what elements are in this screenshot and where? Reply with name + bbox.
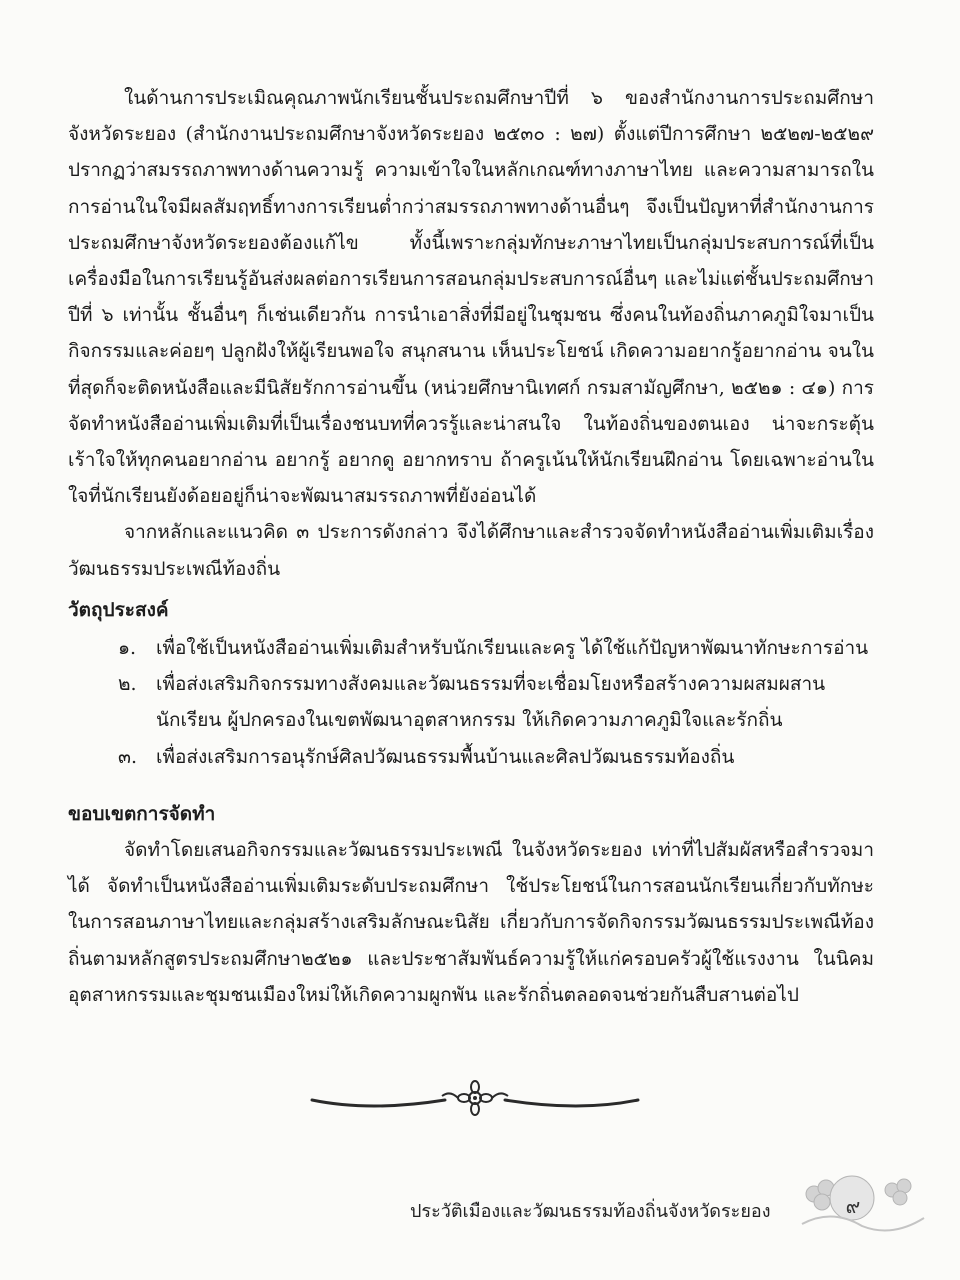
list-item-number: ๓. bbox=[118, 745, 138, 768]
list-item bbox=[118, 666, 878, 738]
list-item-number: ๒. bbox=[118, 673, 137, 696]
scope-section bbox=[68, 832, 874, 1013]
page-number: ๙ bbox=[845, 1194, 861, 1218]
list-item bbox=[118, 630, 878, 666]
objectives-list bbox=[118, 630, 878, 775]
ornament-divider-icon bbox=[310, 1078, 640, 1118]
book-title-footer: ประวัติเมืองและวัฒนธรรมท้องถิ่นจังหวัดระยอง bbox=[410, 1201, 771, 1222]
list-item-number: ๑. bbox=[118, 637, 137, 659]
intro-paragraph: ในด้านการประเมิณคุณภาพนักเรียนชั้นประถมศึกษาปีที่ ๖ ของสำนักงานการประถมศึกษาจังหวัดระยอง (สำนักงานประถมศึกษาจังหวัดระยอง ๒๕๓๐ : ๒๗) ตั้งแต่ปีการศึกษา ๒๕๒๗-๒๕๒๙ ปรากฏว่าสมรรถภาพทางด้านความรู้ ความเข้าใจในหลักเกณฑ์ทางภาษาไทย และความสามารถในการอ่านในใจมีผลสัมฤทธิ์ทางการเรียนต่ำกว่าสมรรถภาพทางด้านอื่นๆ จึงเป็นปัญหาที่สำนักงานการประถมศึกษาจังหวัดระยองต้องแก้ไข ทั้งนี้เพราะกลุ่มทักษะภาษาไทยเป็นกลุ่มประสบการณ์ที่เป็นเครื่องมือในการเรียนรู้อันส่งผลต่อการเรียนการสอนกลุ่มประสบการณ์อื่นๆ และไม่แต่ชั้นประถมศึกษาปีที่ ๖ เท่านั้น ชั้นอื่นๆ ก็เช่นเดียวกัน การนำเอาสิ่งที่มีอยู่ในชุมชน ซึ่งคนในท้องถิ่นภาคภูมิใจมาเป็นกิจกรรมและค่อยๆ ปลูกฝังให้ผู้เรียนพอใจ สนุกสนาน เห็นประโยชน์ เกิดความอยากรู้อยากอ่าน จนในที่สุดก็จะติดหนังสือและมีนิสัยรักการอ่านขึ้น (หน่วยศึกษานิเทศก์ กรมสามัญศึกษา, ๒๕๒๑ : ๔๑) การจัดทำหนังสืออ่านเพิ่มเติมที่เป็นเรื่องชนบทที่ควรรู้และน่าสนใจ ในท้องถิ่นของตนเอง น่าจะกระตุ้นเร้าใจให้ทุกคนอยากอ่าน อยากรู้ อยากดู อยากทราบ ถ้าครูเน้นให้นักเรียนฝึกอ่าน โดยเฉพาะอ่านในใจที่นักเรียนยังด้อยอยู่ก็น่าจะพัฒนาสมรรถภาพที่ยังอ่อนได้ bbox=[68, 87, 874, 508]
list-item-text: เพื่อใช้เป็นหนังสืออ่านเพิ่มเติมสำหรับนักเรียนและครู ได้ใช้แก้ปัญหาพัฒนาทักษะการอ่าน bbox=[156, 637, 869, 659]
objectives-heading: วัตถุประสงค์ bbox=[68, 599, 169, 621]
scope-heading: ขอบเขตการจัดทำ bbox=[68, 803, 216, 825]
list-item-text: เพื่อส่งเสริมการอนุรักษ์ศิลปวัฒนธรรมพื้นบ้านและศิลปวัฒนธรรมท้องถิ่น bbox=[156, 745, 735, 768]
list-item-text: เพื่อส่งเสริมกิจกรรมทางสังคมและวัฒนธรรมที่จะเชื่อมโยงหรือสร้างความผสมผสานนักเรียน ผู้ปกครองในเขตพัฒนาอุตสาหกรรม ให้เกิดความภาคภูมิใจและรักถิ่น bbox=[156, 673, 826, 732]
scope-paragraph: จัดทำโดยเสนอกิจกรรมและวัฒนธรรมประเพณี ในจังหวัดระยอง เท่าที่ไปสัมผัสหรือสำรวจมาได้ จัดทำเป็นหนังสืออ่านเพิ่มเติมระดับประถมศึกษา ใช้ประโยชน์ในการสอนนักเรียนเกี่ยวกับทักษะในการสอนภาษาไทยและกลุ่มสร้างเสริมลักษณะนิสัย เกี่ยวกับการจัดกิจกรรมวัฒนธรรมประเพณีท้องถิ่นตามหลักสูตรประถมศึกษา๒๕๒๑ และประชาสัมพันธ์ความรู้ให้แก่ครอบครัวผู้ใช้แรงงาน ในนิคมอุตสาหกรรมและชุมชนเมืองใหม่ให้เกิดความผูกพัน และรักถิ่นตลอดจนช่วยกันสืบสานต่อไป bbox=[68, 839, 874, 1006]
intro-section bbox=[68, 80, 874, 587]
list-item bbox=[118, 739, 878, 775]
summary-paragraph: จากหลักและแนวคิด ๓ ประการดังกล่าว จึงได้ศึกษาและสำรวจจัดทำหนังสืออ่านเพิ่มเติมเรื่องวัฒนธรรมประเพณีท้องถิ่น bbox=[68, 521, 874, 580]
